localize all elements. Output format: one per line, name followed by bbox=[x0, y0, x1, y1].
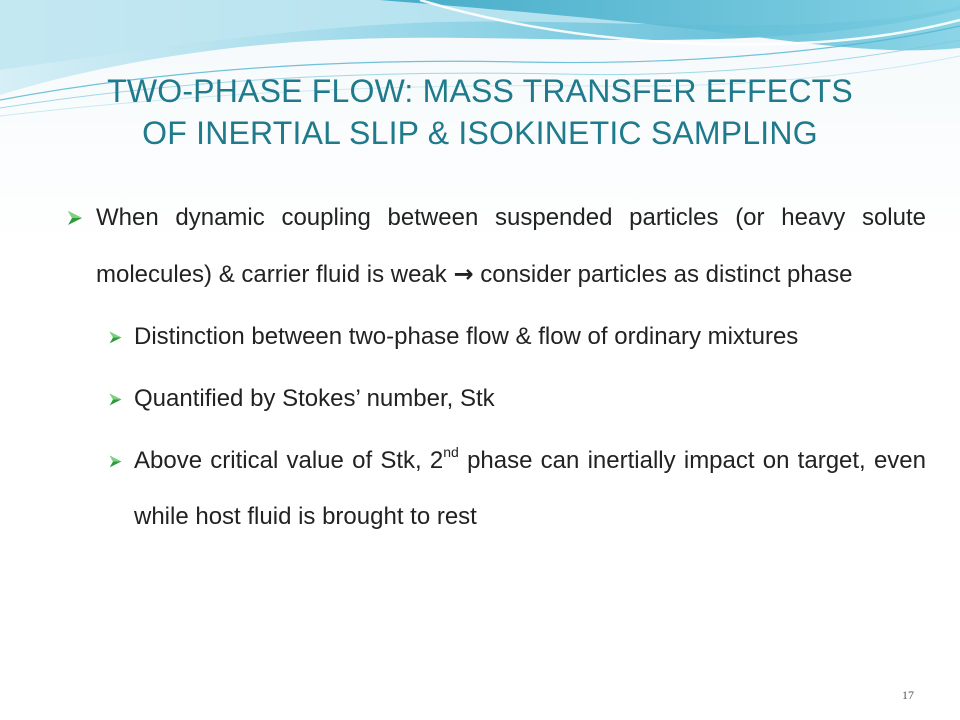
sub-bullet bbox=[108, 309, 926, 365]
sub-bullet-text-1: Above critical value of Stk, 2 bbox=[134, 447, 444, 474]
title-line-2: OF INERTIAL SLIP & ISOKINETIC SAMPLING bbox=[142, 115, 818, 151]
sub-bullet-text-2: phase can inertially impact on target, even while host fluid is brought to rest bbox=[134, 447, 926, 530]
arrowhead-bullet-icon bbox=[108, 454, 123, 469]
ordinal-superscript: nd bbox=[443, 444, 459, 460]
arrowhead-bullet-icon bbox=[108, 330, 123, 345]
sub-bullet-text: Distinction between two-phase flow & flow of ordinary mixtures bbox=[134, 323, 799, 350]
title-line-1: TWO-PHASE FLOW: MASS TRANSFER EFFECTS bbox=[107, 73, 853, 109]
slide-title bbox=[30, 70, 930, 154]
sub-bullet bbox=[108, 433, 926, 545]
sub-bullet bbox=[108, 371, 926, 427]
sub-bullet-text: Quantified by Stokes’ number, Stk bbox=[134, 385, 495, 412]
right-arrow-icon: → bbox=[453, 260, 474, 288]
main-bullet bbox=[66, 190, 926, 303]
slide-content bbox=[66, 190, 926, 545]
arrowhead-bullet-icon bbox=[66, 209, 84, 227]
arrowhead-bullet-icon bbox=[108, 392, 123, 407]
main-bullet-text-2: consider particles as distinct phase bbox=[473, 261, 853, 288]
page-number: 17 bbox=[902, 688, 914, 702]
main-bullet-text-1: When dynamic coupling between suspended particles (or heavy solute molecules) & carrier fluid is weak bbox=[96, 204, 926, 288]
